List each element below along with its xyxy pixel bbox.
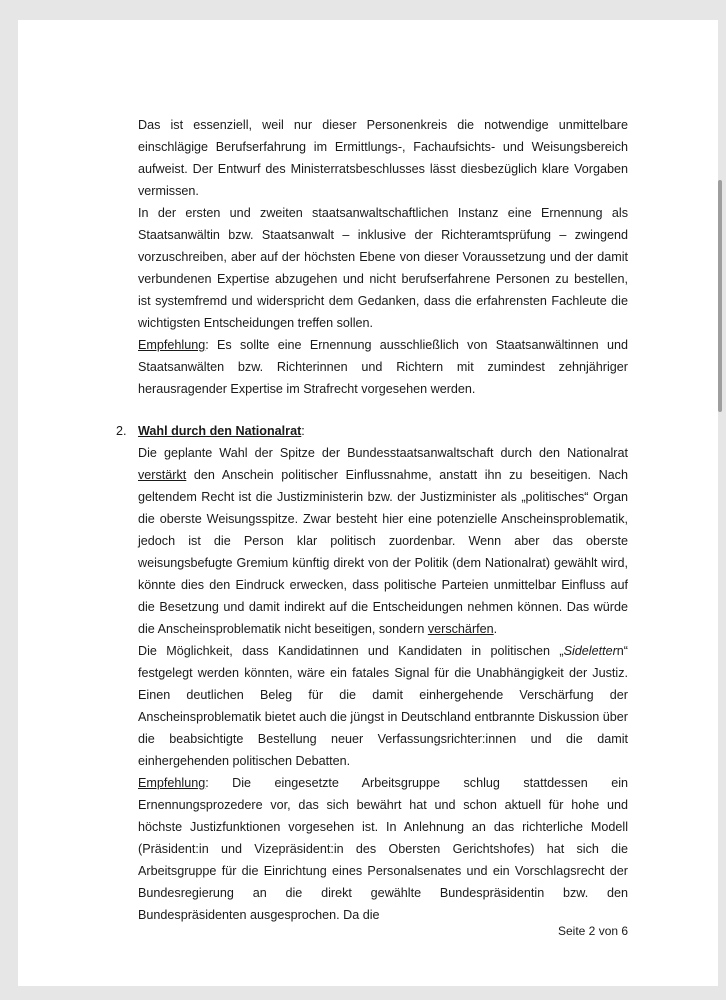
empfehlung-label: Empfehlung — [138, 776, 206, 790]
paragraph-sideletter — [138, 640, 628, 772]
empfehlung-label: Empfehlung — [138, 338, 206, 352]
text: . — [493, 622, 498, 636]
vertical-scrollbar[interactable] — [718, 180, 722, 412]
text: Die Möglichkeit, dass Kandidatinnen und Kandidaten in politischen „ — [138, 644, 564, 658]
paragraph-empfehlung-2 — [138, 772, 628, 926]
empfehlung-2-text: : Die eingesetzte Arbeitsgruppe schlug stattdessen ein Ernennungsprozedere vor, das sich bewährt hat und schon aktuell für hohe und höchste Justizfunktionen vorgesehen ist. In Anlehnung an das richterliche Modell (Präsident:in und Vizepräsident:in des Obersten Gerichtshofes) hat sich die Arbeitsgruppe für die Einrichtung eines Personalsenates und ein Vorschlagsrecht der Bundesregierung an die direkt gewählte Bundespräsidentin bzw. den Bundespräsidenten ausgesprochen. Da die — [138, 776, 628, 922]
section-2-number: 2. — [116, 424, 127, 438]
text: Die geplante Wahl der Spitze der Bundesstaatsanwaltschaft durch den Nationalrat — [138, 446, 628, 460]
document-body — [116, 114, 628, 926]
section-2-heading — [138, 420, 628, 442]
text: n“ festgelegt werden könnten, wäre ein fatales Signal für die Unabhängigkeit der Justiz. Einen deutlichen Beleg für die damit einhergehende Verschärfung der Anscheinsproblematik bietet auch die jüngst in Deutschland entbrannte Diskussion über die beabsichtigte Bestellung neuer Verfassungsrichter:innen und die damit einhergehenden politischen Debatten. — [138, 644, 628, 768]
empfehlung-1-text: : Es sollte eine Ernennung ausschließlich von Staatsanwältinnen und Staatsanwälten bzw. Richterinnen und Richtern mit zumindest zehnjähriger herausragender Expertise im Strafrecht vorgesehen werden. — [138, 338, 628, 396]
section-2-heading-colon: : — [301, 424, 305, 438]
paragraph-empfehlung-1 — [138, 334, 628, 400]
text: den Anschein politischer Einflussnahme, anstatt ihn zu beseitigen. Nach geltendem Recht ist die Justizministerin bzw. der Justizminister als „politisches“ Organ die oberste Weisungsspitze. Zwar besteht hier eine potenzielle Anscheinsproblematik, jedoch ist die Person klar politisch zuordenbar. Wenn aber das oberste weisungsbefugte Gremium künftig direkt von der Politik (dem Nationalrat) gewählt wird, könnte dies den Eindruck erwecken, dass politische Parteien unmittelbar Einfluss auf die Besetzung und damit indirekt auf die Entscheidungen nehmen können. Das würde die Anscheinsproblematik nicht beseitigen, sondern — [138, 468, 628, 636]
paragraph-wahl — [138, 442, 628, 640]
page-number-footer: Seite 2 von 6 — [558, 924, 629, 938]
paragraph-berufserfahrung: Das ist essenziell, weil nur dieser Personenkreis die notwendige unmittelbare einschlägige Berufserfahrung im Ermittlungs-, Fachaufsichts- und Weisungsbereich aufweist. Der Entwurf des Ministerratsbeschlusses lässt diesbezüglich klare Vorgaben vermissen. — [138, 118, 628, 198]
section-2-heading-text: Wahl durch den Nationalrat — [138, 424, 302, 438]
paragraph-instanz: In der ersten und zweiten staatsanwaltschaftlichen Instanz eine Ernennung als Staatsanwältin bzw. Staatsanwalt – inklusive der Richteramtsprüfung – zwingend vorzuschreiben, aber auf der höchsten Ebene von dieser Voraussetzung und der damit verbundenen Expertise abzugehen und nicht berufserfahrene Personen zu bestellen, ist systemfremd und widerspricht dem Gedanken, dass die erfahrensten Fachleute die wichtigsten Entscheidungen treffen sollen. — [138, 206, 628, 330]
underlined-verstaerkt: verstärkt — [138, 468, 187, 482]
underlined-verschaerfen: verschärfen — [427, 622, 494, 636]
document-page — [18, 20, 718, 986]
italic-sideletter: Sideletter — [563, 644, 617, 658]
section-2 — [116, 420, 628, 926]
